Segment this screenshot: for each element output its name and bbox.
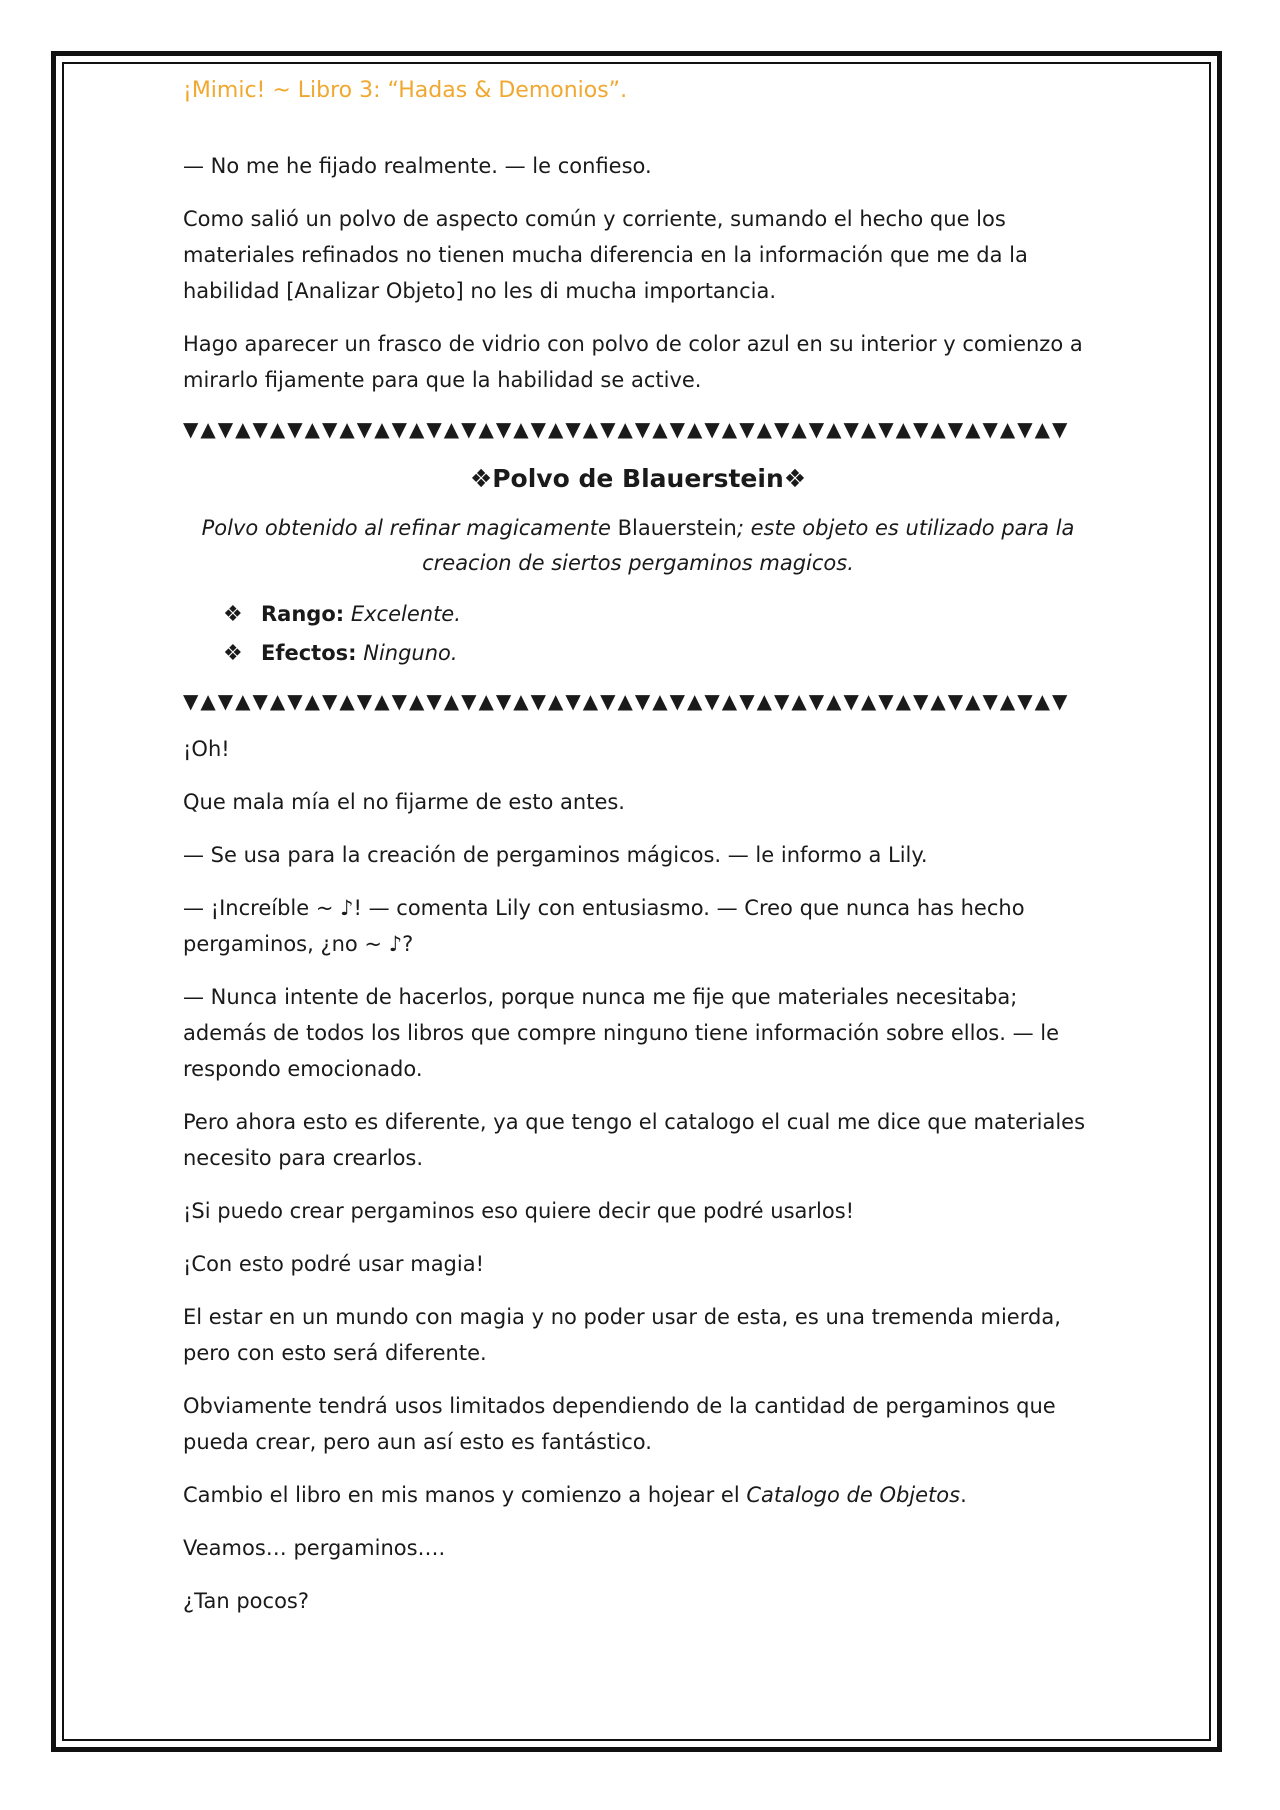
stat-effects	[223, 634, 1093, 673]
item-title: ❖Polvo de Blauerstein❖	[469, 464, 807, 493]
paragraph: El estar en un mundo con magia y no poder usar de esta, es una tremenda mierda, pero con esto será diferente.	[183, 1305, 1061, 1365]
paragraph: — Se usa para la creación de pergaminos mágicos. — le informo a Lily.	[183, 843, 928, 867]
paragraph-text: Cambio el libro en mis manos y comienzo a hojear el	[183, 1483, 747, 1507]
paragraph: — ¡Increíble ~ ♪! — comenta Lily con entusiasmo. — Creo que nunca has hecho pergaminos, ¿no ~ ♪?	[183, 896, 1025, 956]
paragraph-text: .	[960, 1483, 967, 1507]
paragraph: Veamos… pergaminos….	[183, 1536, 446, 1560]
running-header: ¡Mimic! ~ Libro 3: “Hadas & Demonios”.	[183, 78, 628, 103]
book-title: Catalogo de Objetos	[746, 1483, 961, 1507]
paragraph: Hago aparecer un frasco de vidrio con polvo de color azul en su interior y comienzo a mirarlo fijamente para que la habilidad se active.	[183, 332, 1083, 392]
paragraph: ¿Tan pocos?	[183, 1589, 310, 1613]
diamond-bullet-icon: ❖	[223, 602, 243, 627]
paragraph	[183, 1477, 1093, 1513]
paragraph: Como salió un polvo de aspecto común y corriente, sumando el hecho que los materiales refinados no tienen mucha diferencia en la información que me da la habilidad [Analizar Objeto] no les di mucha importancia.	[183, 207, 1028, 303]
stat-rank	[223, 595, 1093, 634]
stat-label: Rango:	[261, 602, 345, 626]
paragraph: ¡Si puedo crear pergaminos eso quiere decir que podré usarlos!	[183, 1199, 855, 1223]
item-stats-list	[223, 595, 1093, 673]
paragraph: — Nunca intente de hacerlos, porque nunca me fije que materiales necesitaba; además de todos los libros que compre ninguno tiene información sobre ellos. — le respondo emocionado.	[183, 985, 1060, 1081]
stat-value: Ninguno.	[363, 641, 458, 665]
item-description-pre: Polvo obtenido al refinar magicamente	[201, 516, 618, 540]
paragraph: Pero ahora esto es diferente, ya que tengo el catalogo el cual me dice que materiales necesito para crearlos.	[183, 1110, 1086, 1170]
diamond-bullet-icon: ❖	[223, 641, 243, 666]
item-description-post: ; este objeto es utilizado para la creacion de siertos pergaminos magicos.	[422, 516, 1075, 575]
triangle-separator: ▼▲▼▲▼▲▼▲▼▲▼▲▼▲▼▲▼▲▼▲▼▲▼▲▼▲▼▲▼▲▼▲▼▲▼▲▼▲▼▲▼▲▼▲▼▲▼▲▼▲▼	[183, 417, 1070, 441]
paragraph: Obviamente tendrá usos limitados dependiendo de la cantidad de pergaminos que pueda crear, pero aun así esto es fantástico.	[183, 1394, 1056, 1454]
triangle-separator: ▼▲▼▲▼▲▼▲▼▲▼▲▼▲▼▲▼▲▼▲▼▲▼▲▼▲▼▲▼▲▼▲▼▲▼▲▼▲▼▲▼▲▼▲▼▲▼▲▼▲▼	[183, 689, 1070, 713]
item-description	[183, 511, 1093, 581]
stat-label: Efectos:	[261, 641, 357, 665]
paragraph: Que mala mía el no fijarme de esto antes.	[183, 790, 625, 814]
stat-value: Excelente.	[350, 602, 461, 626]
paragraph: — No me he fijado realmente. — le confieso.	[183, 154, 652, 178]
paragraph: ¡Con esto podré usar magia!	[183, 1252, 485, 1276]
item-description-name: Blauerstein	[617, 516, 737, 540]
page-content	[183, 74, 1093, 1636]
paragraph: ¡Oh!	[183, 737, 230, 761]
